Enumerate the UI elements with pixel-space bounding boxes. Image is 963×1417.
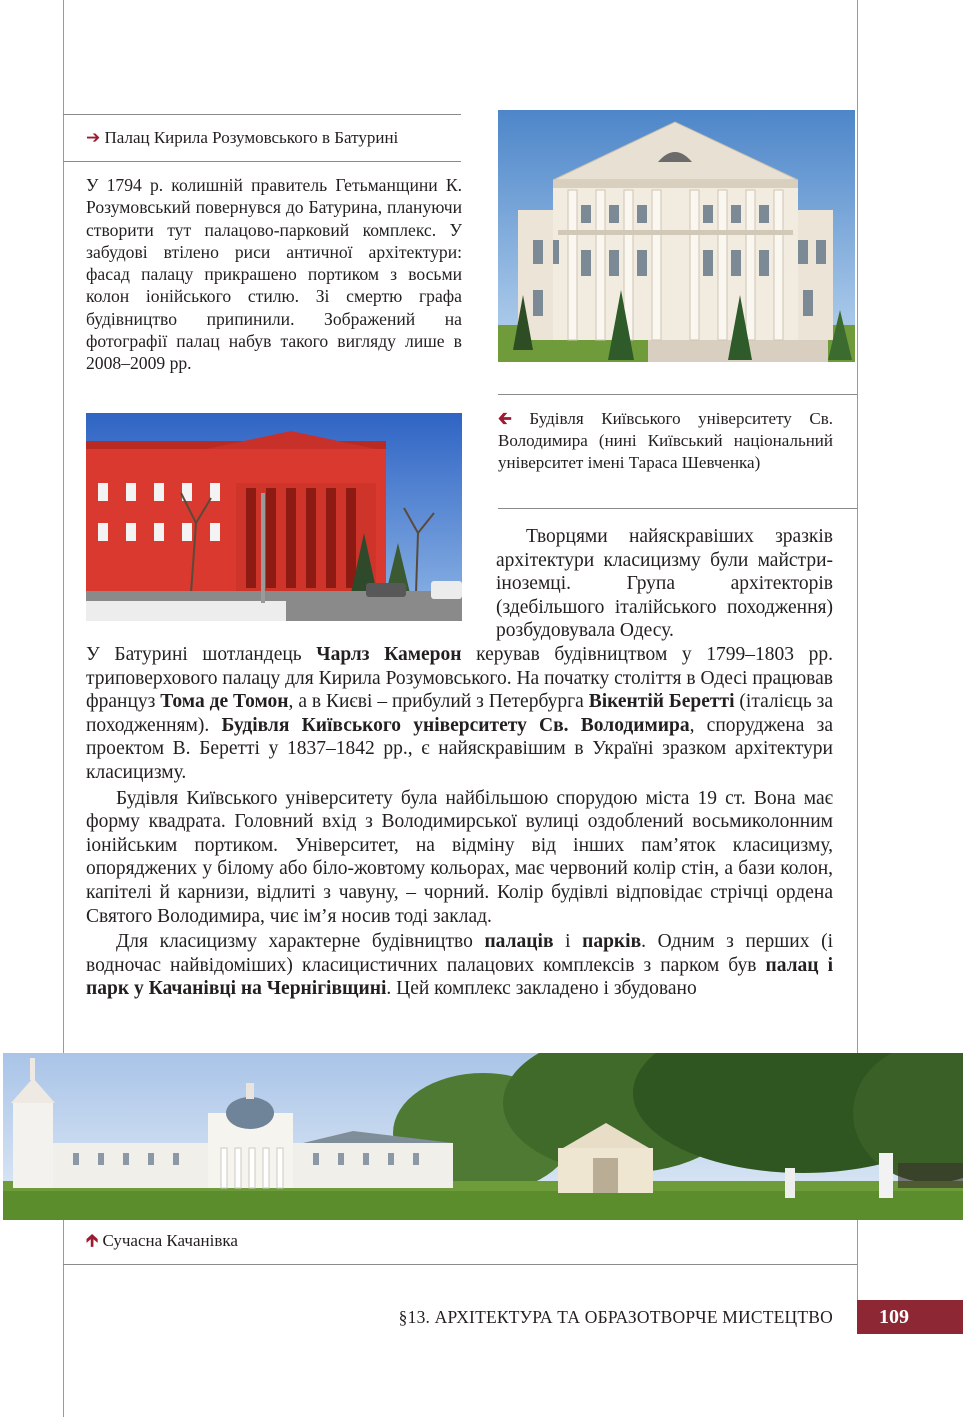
kachanivka-caption [86,1230,238,1252]
batyryn-caption [86,127,398,149]
p1-university: Будівля Київського університету Св. Володимира [221,714,690,736]
university-caption-text: Будівля Київського університету Св. Володимира (нині Київський національний університет імені Тараса Шевченка) [498,409,834,472]
paragraph-1 [86,643,833,785]
p1-beretti: Вікентій Беретті [588,691,735,713]
arrow-up-icon: 🡱 [86,1231,99,1251]
divider [498,394,857,395]
kachanivka-panorama-photo [3,1053,963,1220]
university-photo [86,413,462,621]
kachanivka-caption-text: Сучасна Качанівка [102,1231,238,1250]
divider [63,1264,857,1265]
page-number: 109 [857,1300,963,1334]
arrow-right-icon: ➔ [86,128,101,148]
body-intro-text: Творцями найяскравіших зразків архітектури класицизму були майстри-іноземці. Група архітекторів (здебільшого італійського походження) розбудовувала Одесу. [496,526,833,642]
p3-palaces: палаців [484,931,554,953]
p1-c: , а в Києві – прибулий з Петербурга [288,691,589,713]
divider [63,114,461,115]
university-caption [498,408,833,474]
batyryn-palace-photo [498,110,855,362]
divider [63,161,461,162]
p3-kachanivka: палац і парк у Качанівці на Чернігівщині [86,954,833,1000]
p3-d: . Цей комплекс закладено і збудовано [386,978,697,1000]
p1-e: , споруджена за проектом В. Беретті у 1837–1842 рр., є найяскравішим в Україні зразком архітектури класицизму. [86,714,833,783]
p3-b: і [553,931,583,953]
batyryn-caption-text: Палац Кирила Розумовського в Батурині [104,128,399,147]
p1-a: У Батурині шотландець [86,644,317,665]
batyryn-description: У 1794 р. колишній правитель Гетьманщини К. Розумовський повернувся до Батурина, плануючи створити тут палацово-парковий комплекс. У забудові втілено риси античної архітектури: фасад палацу прикрашено портиком з восьми колон іонійського стилю. Зі смертю графа будівництво припинили. Зображений на фотографії палац набув такого вигляду лише в 2008–2009 рр. [86,175,462,374]
body-intro [496,525,833,643]
p1-d: (італієць за походженням). [86,691,834,736]
paragraph-3 [86,930,833,1001]
p1-cameron: Чарлз Камерон [316,644,462,665]
section-title: §13. АРХІТЕКТУРА ТА ОБРАЗОТВОРЧЕ МИСТЕЦТВО [398,1307,833,1327]
paragraph-2: Будівля Київського університету була найбільшою спорудою міста 19 ст. Вона має форму квадрата. Головний вхід з Володимирської вулиці оздоблений восьмиколонним іонійським портиком. Університет, на відміну від інших пам’яток класицизму, опоряджених у білому або біло-жовтому кольорах, має червоний колір стін, а бази колон, капітелі й карнизи, відлиті з чавуну, – чорний. Колір будівлі відповідає стрічці ордена Святого Володимира, чиє ім’я носив тоді заклад. [86,787,833,927]
p1-b: керував будівництвом у 1799–1803 рр. триповерхового палацу для Кирила Розумовського. На початку століття в Одесі працював француз [86,644,833,713]
p3-a: Для класицизму характерне будівництво [116,931,485,953]
p3-parks: парків [582,931,642,953]
p3-c: . Одним з перших (і водночас найвідоміших) класицистичних палацових комплексів з парком був [86,931,833,976]
p1-thomon: Тома де Томон [160,691,289,713]
arrow-left-icon: 🡰 [498,409,512,429]
divider [498,508,857,509]
body-main [86,643,833,1001]
